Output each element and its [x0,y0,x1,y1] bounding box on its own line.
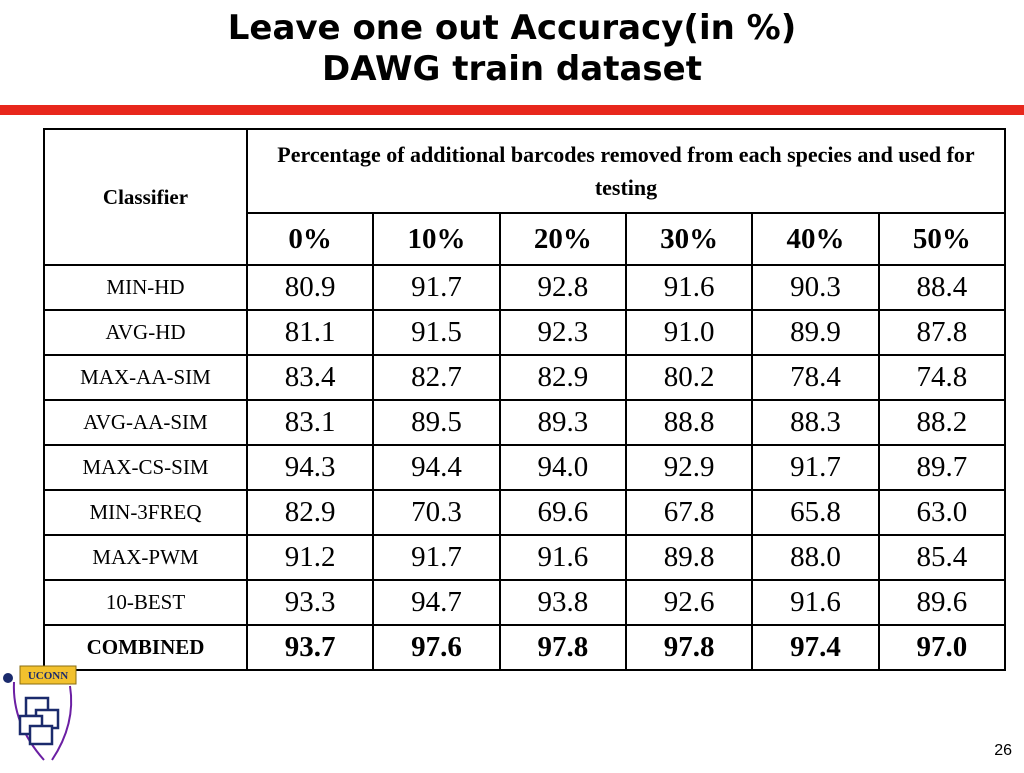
column-header: 20% [500,213,626,265]
accuracy-value: 89.6 [879,580,1005,625]
classifier-name: MIN-3FREQ [44,490,247,535]
accuracy-table [43,128,1006,671]
accuracy-value: 81.1 [247,310,373,355]
title-line-1: Leave one out Accuracy(in %) [227,8,797,48]
classifier-name: AVG-AA-SIM [44,400,247,445]
classifier-name: 10-BEST [44,580,247,625]
accuracy-value: 92.8 [500,265,626,310]
accuracy-value: 94.4 [373,445,499,490]
column-header: 30% [626,213,752,265]
accuracy-value: 90.3 [752,265,878,310]
column-header: 40% [752,213,878,265]
column-header: 0% [247,213,373,265]
table-row [44,400,1005,445]
accuracy-value: 92.9 [626,445,752,490]
uconn-logo [0,664,78,768]
accuracy-value: 94.3 [247,445,373,490]
accuracy-value: 97.8 [626,625,752,670]
accuracy-value: 65.8 [752,490,878,535]
accuracy-value: 67.8 [626,490,752,535]
accuracy-value: 80.9 [247,265,373,310]
table-row [44,310,1005,355]
accuracy-value: 88.8 [626,400,752,445]
table-row [44,355,1005,400]
accuracy-value: 97.4 [752,625,878,670]
accuracy-value: 91.6 [500,535,626,580]
accuracy-value: 91.0 [626,310,752,355]
accuracy-value: 97.8 [500,625,626,670]
accuracy-value: 93.8 [500,580,626,625]
table-row [44,535,1005,580]
title-divider [0,105,1024,115]
table-row [44,490,1005,535]
slide-title [0,8,1024,90]
accuracy-value: 89.8 [626,535,752,580]
classifier-name: MAX-AA-SIM [44,355,247,400]
logo-top-text: UCONN [27,670,69,682]
accuracy-value: 83.1 [247,400,373,445]
accuracy-value: 83.4 [247,355,373,400]
accuracy-value: 80.2 [626,355,752,400]
accuracy-value: 89.5 [373,400,499,445]
accuracy-value: 93.7 [247,625,373,670]
accuracy-value: 94.7 [373,580,499,625]
accuracy-value: 89.7 [879,445,1005,490]
table-row [44,265,1005,310]
page-number: 26 [994,742,1012,759]
uconn-cse-logo-icon [0,664,78,768]
column-header: 10% [373,213,499,265]
accuracy-value: 82.9 [247,490,373,535]
classifier-name: COMBINED [44,625,247,670]
classifier-name: MAX-CS-SIM [44,445,247,490]
accuracy-value: 89.9 [752,310,878,355]
accuracy-value: 74.8 [879,355,1005,400]
accuracy-value: 91.2 [247,535,373,580]
table-row [44,445,1005,490]
accuracy-value: 82.7 [373,355,499,400]
accuracy-value: 91.7 [373,265,499,310]
accuracy-value: 87.8 [879,310,1005,355]
accuracy-value: 93.3 [247,580,373,625]
accuracy-value: 94.0 [500,445,626,490]
accuracy-value: 70.3 [373,490,499,535]
accuracy-value: 91.7 [373,535,499,580]
column-header: 50% [879,213,1005,265]
accuracy-value: 91.5 [373,310,499,355]
accuracy-value: 91.6 [626,265,752,310]
accuracy-value: 92.6 [626,580,752,625]
accuracy-value: 91.7 [752,445,878,490]
accuracy-value: 88.3 [752,400,878,445]
accuracy-value: 88.4 [879,265,1005,310]
accuracy-value: 92.3 [500,310,626,355]
accuracy-value: 88.2 [879,400,1005,445]
accuracy-value: 97.6 [373,625,499,670]
accuracy-value: 88.0 [752,535,878,580]
accuracy-value: 97.0 [879,625,1005,670]
title-line-2: DAWG train dataset [322,49,702,89]
classifier-name: MAX-PWM [44,535,247,580]
accuracy-value: 69.6 [500,490,626,535]
accuracy-value: 91.6 [752,580,878,625]
accuracy-value: 82.9 [500,355,626,400]
accuracy-value: 85.4 [879,535,1005,580]
accuracy-value: 78.4 [752,355,878,400]
accuracy-value: 89.3 [500,400,626,445]
classifier-header: Classifier [44,129,247,265]
table-row [44,625,1005,670]
accuracy-value: 63.0 [879,490,1005,535]
classifier-name: MIN-HD [44,265,247,310]
classifier-name: AVG-HD [44,310,247,355]
table-row [44,580,1005,625]
percentage-header: Percentage of additional barcodes removed from each species and used for testing [247,129,1005,213]
